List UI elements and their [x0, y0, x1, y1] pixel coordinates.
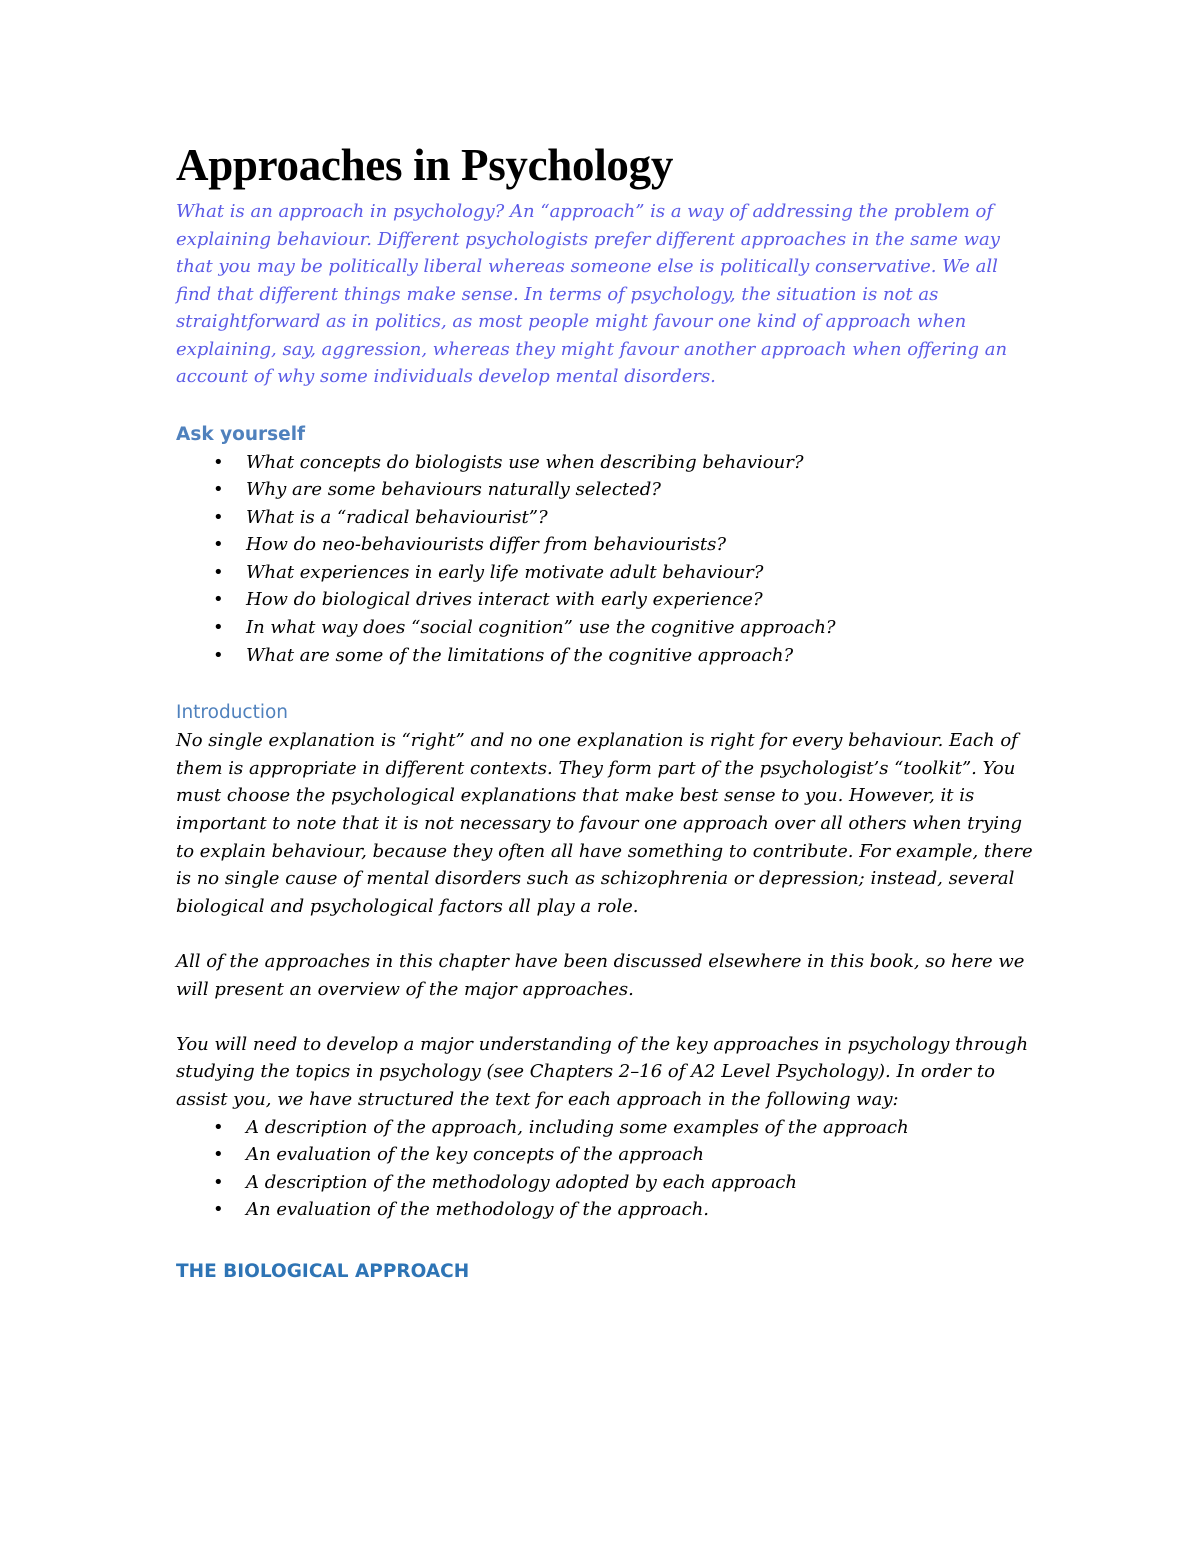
list-item: • Why are some behaviours naturally selected?	[176, 476, 1036, 504]
ask-yourself-list	[176, 449, 1036, 670]
list-item: • An evaluation of the key concepts of the approach	[176, 1141, 1036, 1169]
bullet-icon: •	[213, 534, 224, 556]
list-item: • How do neo-behaviourists differ from behaviourists?	[176, 531, 1036, 559]
bullet-icon: •	[213, 1199, 224, 1221]
bullet-icon: •	[213, 561, 224, 583]
introduction-paragraph-3: You will need to develop a major understanding of the key approaches in psychology through studying the topics in psychology (see Chapters 2–16 of A2 Level Psychology). In order to assist you, we have structured the text for each approach in the following way:	[176, 1033, 1029, 1110]
bullet-icon: •	[213, 644, 224, 666]
approach-structure-list	[176, 1114, 1036, 1224]
introduction-paragraph-1: No single explanation is “right” and no one explanation is right for every behaviour. Each of them is appropriate in different contexts. They form part of the psychologist’s “toolkit”. You must choose the psychological explanations that make best sense to you. However, it is important to note that it is not necessary to favour one approach over all others when trying to explain behaviour, because they often all have something to contribute. For example, there is no single cause of mental disorders such as schizophrenia or depression; instead, several biological and psychological factors all play a role.	[176, 730, 1033, 917]
list-item: • In what way does “social cognition” use the cognitive approach?	[176, 614, 1036, 642]
bullet-icon: •	[213, 479, 224, 501]
bullet-icon: •	[213, 617, 224, 639]
bullet-icon: •	[213, 451, 224, 473]
list-item: • What is a “radical behaviourist”?	[176, 504, 1036, 532]
document-page	[176, 138, 1036, 1286]
bullet-icon: •	[213, 506, 224, 528]
list-item: • How do biological drives interact with early experience?	[176, 586, 1036, 614]
introduction-paragraph-2: All of the approaches in this chapter have been discussed elsewhere in this book, so here we will present an overview of the major approaches.	[176, 951, 1025, 1000]
list-item: • What are some of the limitations of the cognitive approach?	[176, 642, 1036, 670]
list-item: • A description of the approach, including some examples of the approach	[176, 1114, 1036, 1142]
list-item: • What experiences in early life motivate adult behaviour?	[176, 559, 1036, 587]
bullet-icon: •	[213, 1116, 224, 1138]
introduction-heading: Introduction	[176, 702, 289, 724]
bullet-icon: •	[213, 1171, 224, 1193]
ask-yourself-heading: Ask yourself	[176, 423, 306, 445]
list-item: • What concepts do biologists use when describing behaviour?	[176, 449, 1036, 477]
intro-paragraph: What is an approach in psychology? An “approach” is a way of addressing the problem of explaining behaviour. Different psychologists prefer different approaches in the same way that you may be politically liberal whereas someone else is politically conservative. We all find that different things make sense. In terms of psychology, the situation is not as straightforward as in politics, as most people might favour one kind of approach when explaining, say, aggression, whereas they might favour another approach when offering an account of why some individuals develop mental disorders.	[176, 201, 1008, 387]
bullet-icon: •	[213, 1144, 224, 1166]
list-item: • A description of the methodology adopted by each approach	[176, 1169, 1036, 1197]
bullet-icon: •	[213, 589, 224, 611]
biological-approach-heading: THE BIOLOGICAL APPROACH	[176, 1260, 470, 1282]
list-item: • An evaluation of the methodology of the approach.	[176, 1196, 1036, 1224]
page-title: Approaches in Psychology	[176, 140, 674, 190]
